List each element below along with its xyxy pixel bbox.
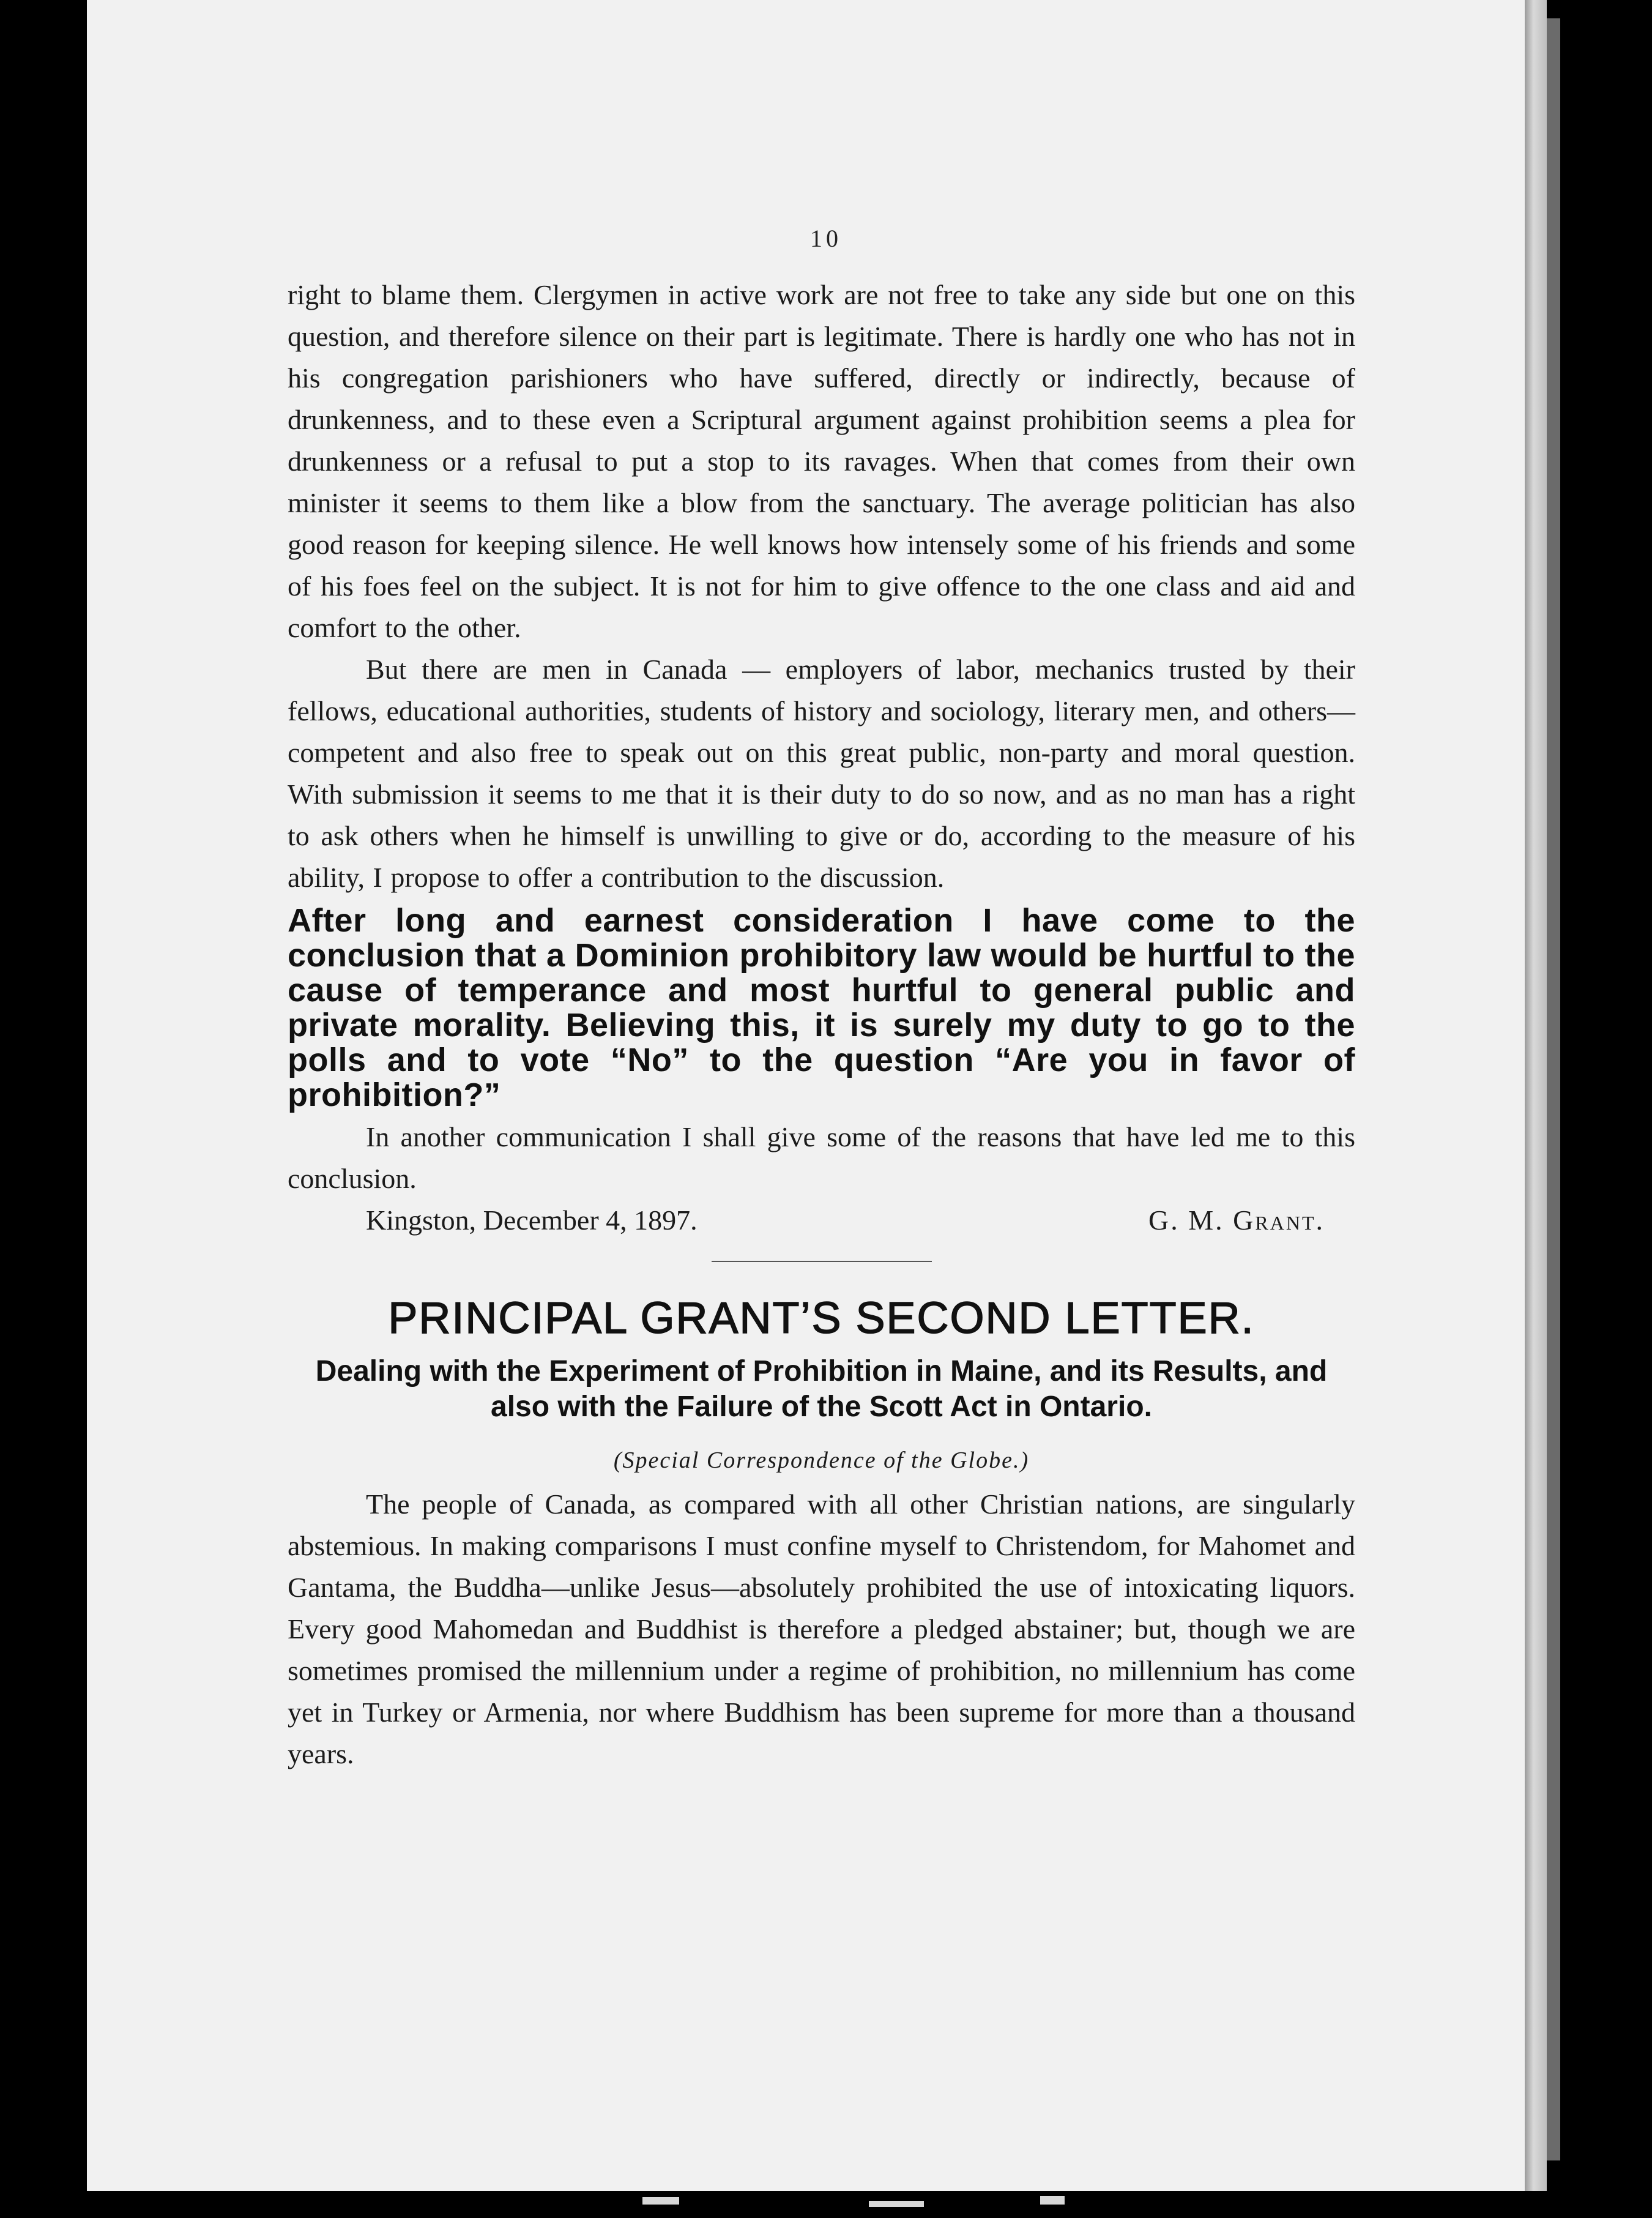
page-edge: [1547, 18, 1560, 2160]
section-divider: [712, 1261, 932, 1262]
attribution-line: (Special Correspondence of the Globe.): [613, 1447, 1030, 1473]
letter-one-paragraph-3: In another communication I shall give some of the reasons that have led me to this conclusion.: [288, 1121, 1355, 1194]
scan-speck: [869, 2201, 924, 2207]
letter-one-signoff: [288, 1200, 1355, 1241]
signature: G. M. Grant.: [1148, 1204, 1325, 1236]
letter-one-paragraph-2: But there are men in Canada — employers of labor, mechanics trusted by their fellows, educational authorities, students of history and sociology, literary men, and others—competent and also free to speak out on this great public, non-party and moral question. With submission it seems to me that it is their duty to do so now, and as no man has a right to ask others when he himself is unwilling to give or do, according to the measure of his ability, I propose to offer a contribution to the discussion.: [288, 654, 1355, 893]
page-number: 10: [810, 225, 842, 252]
letter-one-paragraph-1: right to blame them. Clergymen in active work are not free to take any side but one on this question, and therefore silence on their part is legitimate. There is hardly one who has not in his congregation parishioners who have suffered, directly or indirectly, because of drunkenness, and to these even a Scriptural argument against prohibition seems a plea for drunkenness or a refusal to put a stop to its ravages. When that comes from their own minister it seems to them like a blow from the sanctuary. The average politician has also good reason for keeping silence. He well knows how intensely some of his friends and some of his foes feel on the subject. It is not for him to give offence to the one class and aid and comfort to the other.: [288, 279, 1355, 643]
letter-two-paragraph-1: The people of Canada, as compared with all other Christian nations, are singularly abstemious. In making comparisons I must confine myself to Christendom, for Mahomet and Gantama, the Buddha—unlike Jesus—absolutely prohibited the use of intoxicating liquors. Every good Mahomedan and Buddhist is therefore a pledged abstainer; but, though we are sometimes promised the millennium under a regime of prohibition, no millennium has come yet in Turkey or Armenia, nor where Buddhism has been supreme for more than a thousand years.: [288, 1488, 1355, 1769]
second-letter-subtitle: Dealing with the Experiment of Prohibition in Maine, and its Results, and also with the Failure of the Scott Act in Ontario.: [315, 1355, 1328, 1423]
scan-speck: [642, 2197, 679, 2205]
scan-speck: [1040, 2196, 1065, 2205]
second-letter-title: PRINCIPAL GRANT’S SECOND LETTER.: [388, 1294, 1255, 1343]
letter-one: [288, 274, 1355, 1775]
scan-bottom-border: [0, 2191, 1652, 2218]
place-date: Kingston, December 4, 1897.: [366, 1204, 698, 1236]
page-fold-shadow: [1525, 0, 1547, 2191]
letter-one-conclusion: After long and earnest consideration I have come to the conclusion that a Dominion prohibitory law would be hurtful to the cause of temperance and most hurtful to general public and private morality. Believing this, it is surely my duty to go to the polls and to vote “No” to the question “Are you in favor of prohibition?”: [288, 902, 1355, 1113]
